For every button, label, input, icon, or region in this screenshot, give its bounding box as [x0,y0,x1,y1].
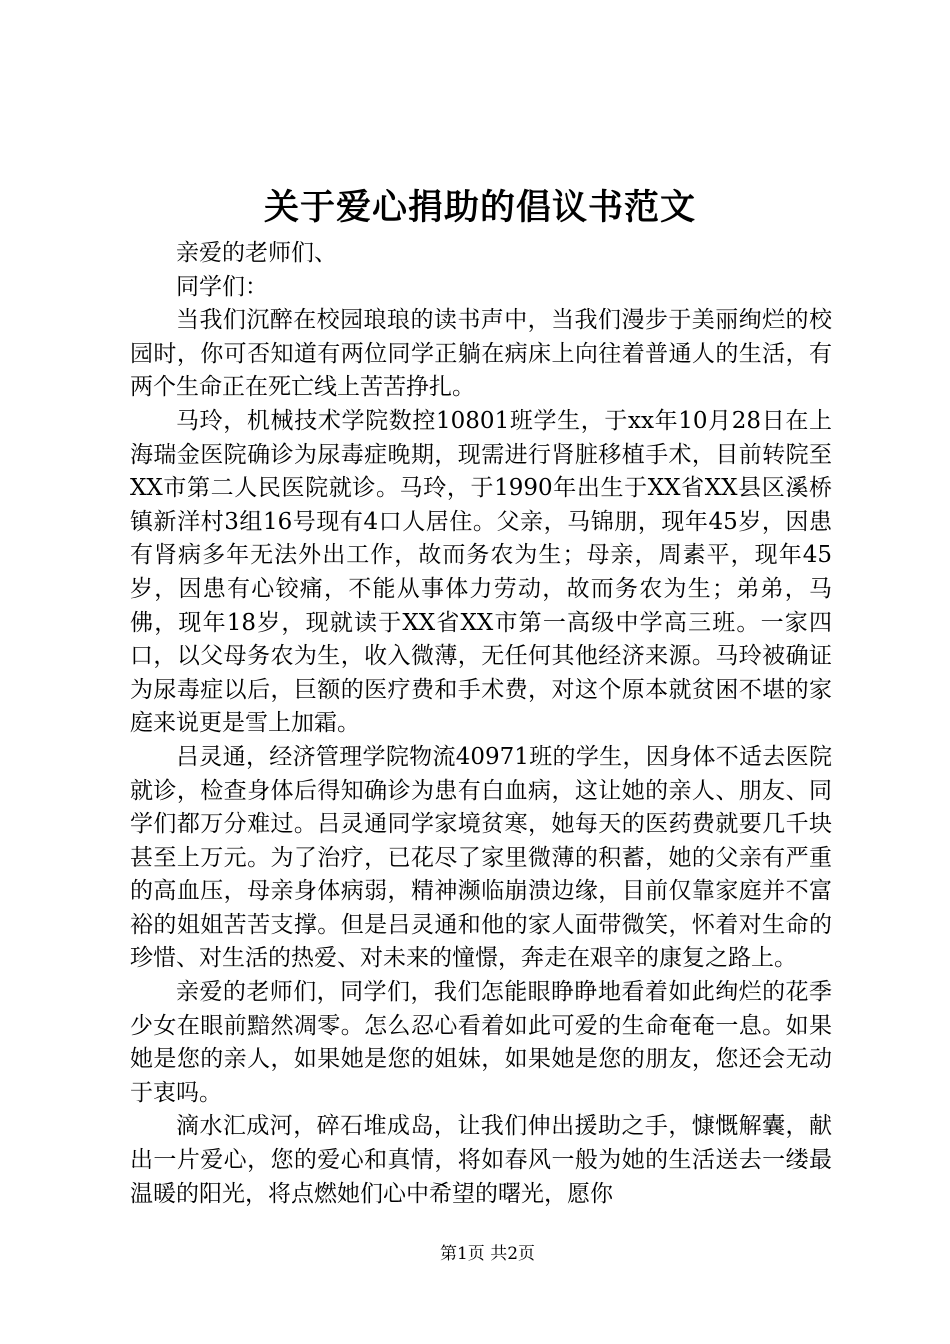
paragraph-5: 滴水汇成河，碎石堆成岛，让我们伸出援助之手，慷慨解囊，献出一片爱心，您的爱心和真情，将如春风一般为她的生活送去一缕最温暖的阳光，将点燃她们心中希望的曙光，愿你 [130,1113,832,1207]
salutation-line-2: 同学们： [176,273,268,300]
salutation-line-1: 亲爱的老师们、 [176,240,337,266]
paragraph-4: 亲爱的老师们，同学们，我们怎能眼睁睁地看着如此绚烂的花季少女在眼前黯然凋零。怎么忍心看着如此可爱的生命奄奄一息。如果她是您的亲人，如果她是您的姐妹，如果她是您的朋友，您还会无动于衷吗。 [130,979,832,1106]
paragraph-1: 当我们沉醉在校园琅琅的读书声中，当我们漫步于美丽绚烂的校园时，你可否知道有两位同学正躺在病床上向往着普通人的生活，有两个生命正在死亡线上苦苦挣扎。 [130,307,832,401]
document-body [130,237,832,1211]
paragraph-3: 吕灵通，经济管理学院物流40971班的学生，因身体不适去医院就诊，检查身体后得知确诊为患有白血病，这让她的亲人、朋友、同学们都万分难过。吕灵通同学家境贫寒，她每天的医药费就要几千块甚至上万元。为了治疗，已花尽了家里微薄的积蓄，她的父亲有严重的高血压，母亲身体病弱，精神濒临崩溃边缘，目前仅靠家庭并不富裕的姐姐苦苦支撑。但是吕灵通和他的家人面带微笑，怀着对生命的珍惜、对生活的热爱、对未来的憧憬，奔走在艰辛的康复之路上。 [130,743,832,972]
document-title: 关于爱心捐助的倡议书范文 [263,187,696,228]
paragraph-2: 马玲，机械技术学院数控10801班学生，于xx年10月28日在上海瑞金医院确诊为尿毒症晚期，现需进行肾脏移植手术，目前转院至XX市第二人民医院就诊。马玲，于1990年出生于XX省XX县区溪桥镇新洋村3组16号现有4口人居住。父亲，马锦朋，现年45岁，因患有肾病多年无法外出工作，故而务农为生；母亲，周素平，现年45岁，因患有心铰痛，不能从事体力劳动，故而务农为生；弟弟，马佛，现年18岁，现就读于XX省XX市第一高级中学高三班。一家四口，以父母务农为生，收入微薄，无任何其他经济来源。马玲被确证为尿毒症以后，巨额的医疗费和手术费，对这个原本就贫困不堪的家庭来说更是雪上加霜。 [130,407,832,737]
page-number-footer: 第1页 共2页 [439,1244,536,1264]
